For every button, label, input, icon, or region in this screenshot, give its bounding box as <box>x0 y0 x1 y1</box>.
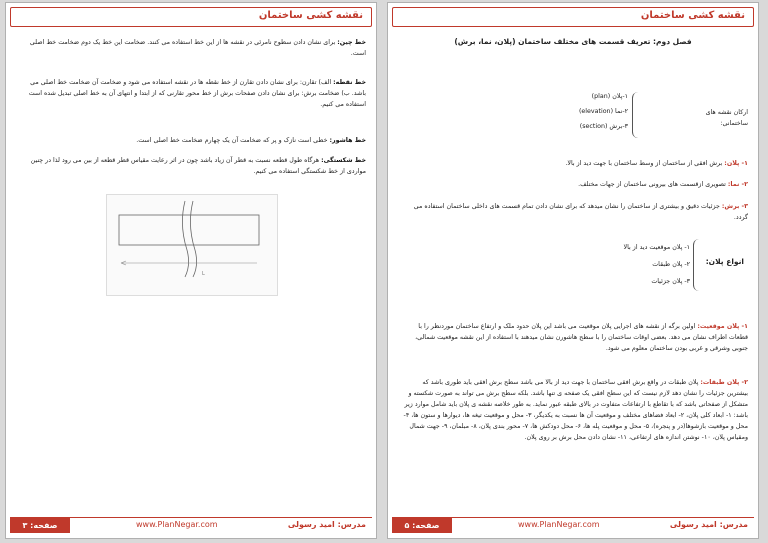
header-title: نقشه کشی ساختمان <box>640 10 745 21</box>
term-label: ۳- برش: <box>721 203 748 210</box>
break-line-drawing <box>107 195 277 295</box>
term-text: تصویری ازقسمت های بیرونی ساختمان از جهات مختلف. <box>578 181 726 188</box>
term-label: ۲- نما: <box>727 181 748 188</box>
definition-section <box>400 201 748 223</box>
bracket <box>632 92 641 138</box>
page-footer <box>10 517 372 534</box>
footer-teacher: مدرس: امید رسولی <box>287 520 366 529</box>
elements-label: ارکان نقشه های ساختمانی: <box>705 109 748 127</box>
list-item: ۱-پلان (plan) <box>591 93 628 100</box>
term-label: ۱- پلان موقعیت: <box>697 323 748 330</box>
term-label: خط نقطه: <box>333 79 366 86</box>
floor-plan-paragraph <box>400 377 748 443</box>
term-text: هرگاه طول قطعه نسبت به قطر آن زیاد باشد چون در اثر رعایت مقیاس قطر قطعه از بین می رود لذا در چنین مواردی از خط شکستگی استفاده می کنیم. <box>30 157 366 175</box>
footer-teacher: مدرس: امید رسولی <box>669 520 748 529</box>
list-item: ۱- پلان موقعیت دید از بالا <box>623 244 690 251</box>
paragraph-dot-line <box>18 77 366 110</box>
term-label: خط شکستگی: <box>321 157 366 164</box>
term-text: خطی است نازک و پر که ضخامت آن یک چهارم ضخامت خط اصلی است. <box>136 137 328 144</box>
page-header <box>392 7 754 27</box>
footer-website-link[interactable]: www.PlanNegar.com <box>136 520 218 529</box>
page-number: صفحه: ۵ <box>392 518 452 533</box>
list-item: ۲-نما (elevation) <box>578 108 628 115</box>
term-text: پلان طبقات در واقع برش افقی ساختمان با جهت دید از بالا می باشد سطح برش افقی باید طوری باشد که بیشترین جزئیات را نشان دهد لازم نیست که این سطح افقی یک صفحه ی تنها باشد. بلکه سطح برش می تواند به صورت شکسته و متشکل از صفحاتی باشد که با تقاطع با ارتفاعات متفاوت در بالای طبقه عبور نماید. به طور خلاصه نقشه ی پلان باید شامل موارد زیر باشد: ۱- ابعاد کلی پلان، ۲- ابعاد فضاهای مختلف و موقعیت آن ها نسبت به یکدیگر، ۳- محل و موقعیت تیغه ها، دیوارها و ستون ها، ۴- محل و موقعیت بازشوها(در و پنجره)، ۵- محل و موقعیت پله ها، ۶- محل دودکش ها، ۷- محور بندی پلان، ۸- مبلمان، ۹- جهت شمال ومقیاس پلان، ۱۰- نوشتن اندازه های ارتفاعی، ۱۱- نشان دادن محل برش بر روی پلان. <box>403 379 748 441</box>
term-text: اولین برگه از نقشه های اجرایی پلان موقعیت می باشد این پلان حدود ملک و ارتفاع ساختمان موردنظر را با قطعات اطراف نشان می دهد. بعضی اوقات ساختمان را با سطح هاشورن نشان میدهند با استفاده از این نقشه موقعیت شمالی، جنوبی وشرقی و غربی بودن ساختمان معلوم می شود. <box>415 323 748 352</box>
definition-plan <box>400 158 748 169</box>
paragraph-dashed-line <box>18 37 366 59</box>
footer-website-link[interactable]: www.PlanNegar.com <box>518 520 600 529</box>
term-text: جزئیات دقیق و بیشتری از ساختمان را نشان میدهد که برای نشان دادن تمام قسمت های داخلی ساختمان استفاده می گردد. <box>413 203 748 221</box>
list-item: ۳- پلان جزئیات <box>651 278 690 285</box>
term-label: خط چین: <box>337 39 366 46</box>
page-footer <box>392 517 754 534</box>
plan-types-label: انواع پلان: <box>705 257 744 266</box>
break-line-sketch <box>106 194 278 296</box>
term-label: خط هاشور: <box>329 137 366 144</box>
term-text: الف) تقارن: برای نشان دادن تقارن از خط نقطه ها در نقشه استفاده می شود و ضخامت آن ضخامت خط اصلی می باشد. ب) ضخامت برش: برای نشان دادن صفحات برش از خط محور تقارنی که از ابتدا و انتهای آن به خط اصلی تبدیل شده است استفاده می کنیم. <box>28 79 366 108</box>
definition-elevation <box>400 179 748 190</box>
list-item: ۲- پلان طبقات <box>652 261 690 268</box>
site-plan-paragraph <box>400 321 748 354</box>
page-number: صفحه: ۳ <box>10 518 70 533</box>
term-label: ۲- پلان طبقات: <box>700 379 748 386</box>
term-text: برای نشان دادن سطوح نامرئی در نقشه ها از این خط استفاده می کنند. ضخامت این خط یک دوم ضخامت خط اصلی است. <box>29 39 366 57</box>
page-header <box>10 7 372 27</box>
header-title: نقشه کشی ساختمان <box>258 10 363 21</box>
elements-list <box>558 89 628 134</box>
plan-types-list <box>588 239 690 290</box>
chapter-title: فصل دوم: تعریف قسمت های مختلف ساختمان (پلان، نما، برش) <box>454 37 692 46</box>
paragraph-hatch-line <box>18 135 366 146</box>
term-label: ۱- پلان: <box>724 160 748 167</box>
list-item: ۳-برش (section) <box>579 123 628 130</box>
right-page <box>387 2 759 539</box>
term-text: برش افقی از ساختمان از وسط ساختمان با جهت دید از بالا. <box>565 160 723 167</box>
bracket <box>693 239 702 291</box>
left-page <box>5 2 377 539</box>
svg-text:L: L <box>202 271 205 277</box>
paragraph-break-line <box>18 155 366 177</box>
